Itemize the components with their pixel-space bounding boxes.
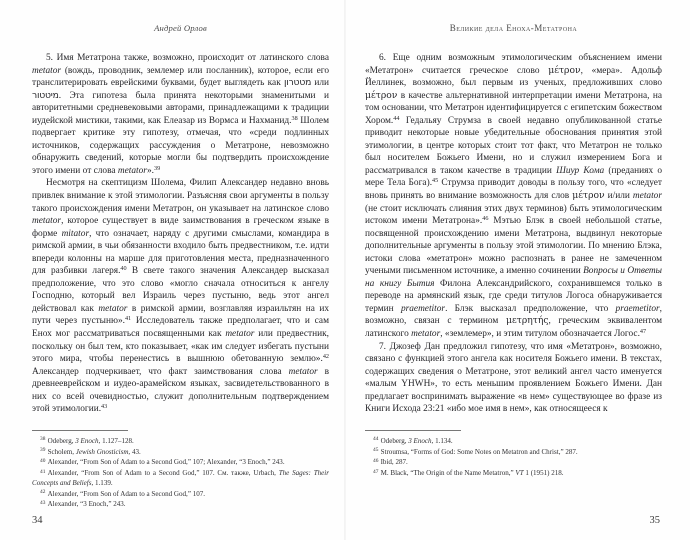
footnote (32, 490, 329, 500)
text-run: . Эта гипотеза была принята некоторыми знаменитыми и авторитетными средневековыми авторами, принадлежащими к традиции иудейской мистики, такими, как Елеазар из Вормса и Нахманид. (32, 90, 329, 126)
footnotes-left (32, 437, 329, 510)
paragraph (365, 341, 662, 416)
text-run: 6. Еще одним возможным этимологическим объяснением имени «Метатрон» считается греческое слово (365, 53, 662, 76)
text-run: в качестве альтернативной интерпретации имени Метатрона, на том основании, что Метатрон идентифицируется с египетским божеством Хором. (365, 90, 662, 126)
text-run: , «мера». Адольф Йеллинек, возможно, был первым из ученых, предложивших слово (365, 65, 662, 89)
text-run: или предвестник, поскольку он был тем, кто показывает, «как им следует избегать пустыни этого мира, чтобы перенестись в вышнюю обетованную землю». (32, 329, 329, 365)
page-number-left: 34 (32, 515, 43, 526)
text-run: В свете такого значения Александер высказал предположение, что это слово «могло сначала относиться к ангелу Господню, который вел Израиль через пустыню, ведь этот ангел действовал как (32, 266, 330, 314)
text-run: Stroumsa, “Forms of God: Some Notes on Metatron and Christ,” 287. (380, 447, 578, 456)
footnote-number: 43 (40, 499, 46, 506)
footnotes-right (365, 437, 662, 479)
text-run: Исследователь также предполагает, что и сам Енох мог рассматриваться посвященными как (32, 316, 329, 340)
footnote-marker: 44 (393, 114, 400, 122)
hebrew-term: מיטטור (32, 89, 59, 101)
footnote (32, 448, 329, 458)
italic-title: 3 Enoch (75, 436, 99, 445)
italic-term: praemetitor (400, 303, 446, 314)
footnote (32, 469, 329, 488)
footnote (32, 437, 329, 447)
paragraph (32, 52, 329, 177)
text-run: M. Black, “The Origin of the Name Metatron,” (380, 469, 516, 478)
italic-title: The Sages: Their Concepts and Beliefs (32, 469, 329, 487)
footnote-number: 41 (40, 468, 46, 475)
italic-term: mitator (61, 228, 90, 239)
italic-term: metator (117, 165, 147, 176)
text-run: Scholem, (47, 447, 76, 456)
italic-title: 3 Enoch (408, 436, 432, 445)
italic-term: Шиур Кома (556, 165, 605, 176)
text-run: или (311, 78, 329, 89)
italic-term: metator (411, 329, 441, 340)
text-run: , что означает, наряду с другими смыслами, командира в римской армии, в чьи обязанности входило быть предвестником, т.е. идти впереди колонны на марше для приготовления места, предназначенного для разбивки лагеря. (32, 228, 329, 277)
footnote-separator (32, 430, 128, 431)
page-right (345, 0, 690, 540)
running-head-right: Великие дела Еноха-Метатрона (449, 23, 578, 33)
body-text-left (32, 52, 329, 416)
text-run: , греческим эквивалентом латинского (365, 316, 662, 340)
italic-title: Jewish Gnosticism (75, 447, 129, 456)
italic-term: metator (32, 65, 62, 76)
footnote (365, 437, 662, 447)
paragraph (365, 52, 662, 341)
text-run: в римской армии, возглавляя израильтян на их пути через пустыню». (32, 303, 330, 327)
footnote-marker: 45 (432, 177, 439, 185)
italic-term: metator (288, 366, 318, 377)
text-run: Alexander, “From Son of Adam to a Second God,” 107. См. также, Urbach, (47, 469, 279, 478)
text-run: , 1.127–128. (98, 436, 134, 445)
footnote-number: 38 (40, 436, 46, 443)
italic-term: metator (225, 329, 255, 340)
footnote-number: 40 (40, 457, 46, 464)
text-run: Гедальяу Струмза в своей недавно опубликованной статье приводит некоторые новые убедительные обоснования принятия этой этимологии, в центре которых стоит тот факт, что Метатрон не только был носителем Божьего Имени, но и служил измерением Бога и рассматривался в таком качестве в традиции (365, 115, 662, 176)
greek-term: μετρητής (506, 315, 549, 327)
text-run: Несмотря на скептицизм Шолема, Филип Александер недавно вновь привлек внимание к этой этимологии. Разъясняя свои аргументы в пользу такого происхождения имени Метатрон, он указывает на латинское слово (32, 178, 329, 214)
text-run: Александер подчеркивает, что факт заимствования слова (32, 366, 289, 377)
text-run: 1 (1951) 218. (523, 469, 564, 478)
text-run: Ibid, 287. (380, 458, 408, 467)
hebrew-term: מטטרון (283, 77, 312, 89)
text-run: (не стоит исключать слияния этих двух терминов) быть этимологическим истоком имени Метатрона». (365, 203, 662, 227)
text-run: Мэтью Блэк в своей небольшой статье, посвященной происхождению имени Метатрона, выдвинул некоторые дополнительные аргументы в пользу этой этимологии. По мнению Блэка, истоки слова «метатрон» можно распознать в ранее не замеченном учеными письменном источнике, а именно сочинении (365, 216, 662, 277)
footnote-marker: 38 (291, 114, 298, 122)
text-run: , возможно, связан с термином (365, 303, 662, 327)
footnote (365, 469, 662, 479)
text-run: 5. Имя Метатрона также, возможно, происходит от латинского слова (46, 53, 329, 63)
text-run: , «землемер», и этим титулом обозначается Логос. (440, 329, 640, 340)
footnote-number: 47 (373, 468, 379, 475)
text-run: , 1.139. (91, 478, 113, 487)
text-run: (вождь, проводник, землемер или посланник), которое, если его транслитерировать еврейскими буквами, будет выглядеть как (32, 65, 329, 89)
footnote-marker: 40 (120, 265, 127, 273)
footnote (365, 448, 662, 458)
footnote-marker: 39 (153, 164, 161, 172)
text-run: , 1.134. (431, 436, 453, 445)
text-run: , 43. (128, 447, 141, 456)
greek-term: μέτρον (548, 64, 581, 76)
text-run: в древнееврейском и иудео-арамейском языках, засвидетельствованного в них со всей очевидностью, служит дополнительным подтверждением этой этимологии. (32, 366, 330, 415)
footnote-marker: 43 (101, 403, 108, 411)
greek-term: μέτρον (572, 190, 605, 202)
text-run: Струмза приводит доводы в пользу того, что «следует вновь принять во внимание возможность для слов (365, 178, 662, 202)
footnote-separator (365, 430, 461, 431)
footnote-number: 46 (373, 457, 379, 464)
footnote-number: 39 (40, 447, 46, 454)
text-run: Alexander, “3 Enoch,” 243. (47, 500, 126, 509)
text-run: . Блэк высказал предположение, что (445, 303, 616, 314)
footnote (32, 458, 329, 468)
italic-term: praemetitor (615, 303, 660, 314)
footnote-marker: 41 (124, 315, 132, 323)
footnote-marker: 42 (322, 353, 329, 361)
italic-term: metator (632, 191, 662, 202)
text-run: Odeberg, (47, 436, 76, 445)
greek-term: μέτρον (365, 89, 398, 101)
footnote (32, 500, 329, 510)
paragraph (32, 177, 329, 415)
running-head-left: Андрей Орлов (154, 23, 207, 33)
page-number-right: 35 (649, 515, 660, 526)
text-run: 7. Джозеф Дан предложил гипотезу, что имя «Метатрон», возможно, связано с функцией этого ангела как носителя Божьего имени. В текстах, содержащих сведения о Метатроне, этот великий ангел часто именуется «малым YHWH», то есть меньшим проявлением Божьего Имени. Дан предлагает воспринимать выражение «в нем» существующее во фразе из Книги Исхода 23:21 «ибо мое имя в нем», как относящееся к (365, 341, 662, 415)
text-run: ». (146, 165, 154, 176)
footnote-number: 45 (373, 447, 379, 454)
text-run: Шолем подвергает критике эту гипотезу, отмечая, что «среди подлинных источников, содержащих рассуждения о Метатроне, невозможно обнаружить сведений, которые могли бы подтвердить происхождение этого имени от слова (32, 115, 329, 176)
footnote-marker: 47 (639, 328, 647, 336)
text-run: и/или (604, 191, 633, 202)
text-run: Odeberg, (380, 436, 409, 445)
italic-term: metator (32, 216, 62, 227)
text-run: (преданиях о мере Тела Бога). (365, 165, 663, 189)
footnote-number: 44 (373, 436, 379, 443)
footnote (365, 458, 662, 468)
italic-term: Вопросы и Ответы на книгу Бытия (365, 266, 662, 289)
italic-title: VT (515, 469, 524, 478)
footnote-number: 42 (40, 488, 46, 495)
text-run: Alexander, “From Son of Adam to a Second God,” 107. (47, 489, 206, 498)
text-run: Alexander, “From Son of Adam to a Second God,” 107; Alexander, “3 Enoch,” 243. (47, 458, 285, 467)
footnote-marker: 46 (482, 215, 489, 223)
text-run: Филона Александрийского, сохранившемся только в переводе на армянский язык, где среди титулов Логоса обнаруживается термин (365, 278, 662, 314)
text-run: , которое существует в виде заимствования в греческом языке в форме (32, 216, 329, 239)
italic-term: metator (98, 303, 128, 314)
body-text-right (365, 52, 662, 416)
